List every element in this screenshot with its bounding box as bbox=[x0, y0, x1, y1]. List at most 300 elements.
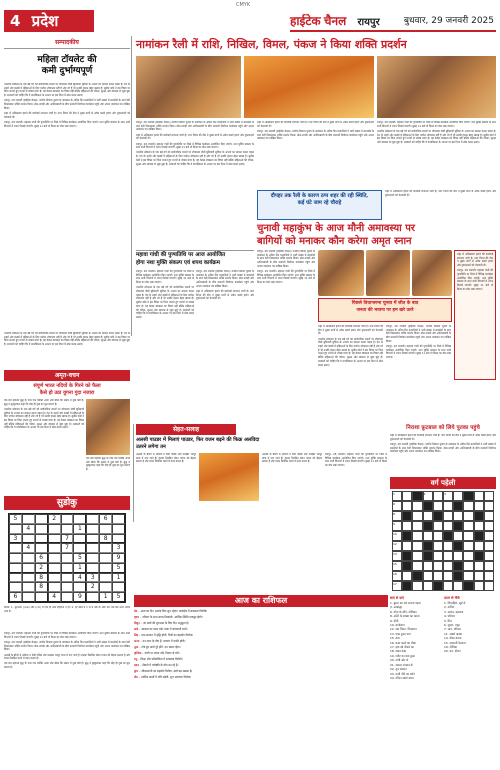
inset-side-text bbox=[385, 190, 496, 220]
editorial-para-2: रायपुर, 28 जनवरी (हाईटेक चैनल)। नगरीय निकाय चुनाव के नामांकन के अंतिम दिन प्रत्याशियों ने भारी संख्या में समर्थकों के साथ रैली निकालकर शक्ति प्रदर्शन किया। ढोल-नगाड़ों और आतिशबाजी के बीच प्रत्याशी निर्वाचन कार्यालय पहुंचे और अपना नामांकन पत्र दाखिल किया। bbox=[4, 99, 130, 110]
crossword-cell[interactable] bbox=[463, 551, 473, 561]
sudoku-cell[interactable] bbox=[86, 543, 99, 553]
sudoku-cell[interactable]: 9 bbox=[73, 592, 86, 602]
separator: – bbox=[138, 645, 142, 649]
portrait-2 bbox=[366, 250, 410, 296]
editorial-title-line1: महिला टॉयलेट की bbox=[37, 55, 97, 65]
amrit-title-line2: कैसे हो उठा युगना गुदा नजारा bbox=[39, 390, 95, 396]
quote-box bbox=[318, 298, 452, 322]
sudoku-cell[interactable] bbox=[22, 582, 35, 592]
crossword-cell[interactable] bbox=[463, 501, 473, 511]
sudoku-cell[interactable] bbox=[99, 553, 112, 563]
secondary-story-col2-para-2: भारतीय लोकतंत्र के एक बड़े वर्ग को सार्वजनिक स्थानों पर शौचालय जैसी बुनियादी सुविधा के अभाव का सामना करना पड़ता है। देश के शहरों और कस्बों में महिलाओं के लिए पर्याप्त शौचालय नहीं हैं और जो हैं भी उनकी हालत बेहद खराब है। सुप्रीम कोर्ट ने इस विषय पर चिंता जताते हुए राज्यों से जवाब मांगा है। यह केवल स्वच्छता का विषय नहीं बल्कि महिलाओं की गरिमा, सुरक्षा और स्वास्थ्य से जुड़ा मुद्दा है। सरकारों को चाहिए कि वे प्राथमिकता के आधार पर इस दिशा में ठोस कदम उठाएं। bbox=[318, 337, 383, 367]
crossword-cell bbox=[453, 541, 463, 551]
crossword-cell[interactable]: 9 bbox=[392, 521, 402, 531]
sudoku-cell[interactable]: 4 bbox=[22, 543, 35, 553]
crossword-cell[interactable] bbox=[474, 541, 484, 551]
separator: – bbox=[138, 669, 142, 673]
editorial-label: सम्पादकीय bbox=[55, 39, 79, 46]
sudoku-cell[interactable]: 1 bbox=[73, 563, 86, 573]
inset-line1: दौपहर तक रैली के कारण ठप्प शहर की रही स्थिति, bbox=[270, 193, 369, 199]
health-title-line1: अलसी पाउडर में मिलाएं पाउडर, फिर वजन बढ़ने की फिक्र अलविदा bbox=[136, 437, 260, 443]
side-note-box bbox=[454, 250, 496, 380]
lower-left-text bbox=[4, 632, 130, 768]
sudoku-cell[interactable] bbox=[86, 524, 99, 534]
sudoku-cell[interactable] bbox=[61, 524, 74, 534]
sudoku-cell[interactable] bbox=[73, 514, 86, 524]
sudoku-title: सुडोकु bbox=[4, 496, 130, 510]
sudoku-cell[interactable]: 8 bbox=[35, 582, 48, 592]
crossword-cell bbox=[433, 581, 443, 591]
health-col2 bbox=[262, 453, 322, 523]
crossword-cell[interactable] bbox=[484, 541, 494, 551]
crossword-cell[interactable] bbox=[474, 581, 484, 591]
across-clue: 16. काम करने का शौक bbox=[390, 640, 416, 645]
separator: – bbox=[138, 627, 142, 631]
crossword-cell[interactable] bbox=[484, 561, 494, 571]
separator: – bbox=[137, 609, 141, 613]
separator: – bbox=[138, 663, 143, 667]
crossword-cell[interactable] bbox=[463, 541, 473, 551]
horoscope-entry bbox=[134, 663, 388, 667]
zodiac-sign: सिंह bbox=[134, 633, 139, 637]
crossword-cell[interactable] bbox=[453, 581, 463, 591]
sudoku-rule: नियम: 1. शुरुआत (row) और (col) में एक ही अंक दोहराना न हो। 2. हर खाने में 1 से 9 तक के अंक भरें। इस बार उत्तर अगले अंक में। bbox=[4, 606, 130, 613]
sudoku-cell[interactable] bbox=[99, 524, 112, 534]
zodiac-sign: कुंभ bbox=[134, 669, 139, 673]
crossword-cell[interactable] bbox=[433, 571, 443, 581]
crossword-cell[interactable] bbox=[463, 521, 473, 531]
quote-line1: पिछले विधानसभा चुनाव में जीत के बाद bbox=[351, 301, 419, 306]
sudoku-cell[interactable] bbox=[9, 553, 22, 563]
sudoku-cell[interactable]: 1 bbox=[112, 573, 125, 583]
sudoku-cell[interactable] bbox=[22, 514, 35, 524]
zodiac-text: शिक्षा और प्रतियोगिता में सफलता मिलेगी। bbox=[140, 657, 183, 661]
sudoku-cell[interactable] bbox=[61, 514, 74, 524]
crossword-grid[interactable] bbox=[392, 491, 494, 591]
crossword-cell[interactable]: 12 bbox=[392, 541, 402, 551]
crossword-cell[interactable] bbox=[402, 571, 412, 581]
sudoku-cell[interactable] bbox=[9, 573, 22, 583]
secondary-headline bbox=[257, 222, 497, 248]
crossword-cell[interactable] bbox=[453, 551, 463, 561]
crossword-clues bbox=[390, 596, 496, 768]
crossword-cell[interactable] bbox=[443, 551, 453, 561]
crossword-cell bbox=[453, 521, 463, 531]
crossword-cell[interactable] bbox=[443, 581, 453, 591]
down-clue: 14. पीछा करना bbox=[444, 636, 462, 641]
across-clue: 15. ठंडा bbox=[390, 636, 400, 641]
sudoku-cell[interactable] bbox=[61, 553, 74, 563]
crossword-cell[interactable] bbox=[484, 501, 494, 511]
sudoku-cell[interactable]: 8 bbox=[35, 573, 48, 583]
sudoku-cell[interactable] bbox=[22, 534, 35, 544]
sports-text bbox=[390, 434, 496, 474]
sudoku-cell[interactable]: 8 bbox=[99, 534, 112, 544]
crossword-cell[interactable] bbox=[484, 491, 494, 501]
event-story-col1 bbox=[136, 270, 194, 422]
crossword-cell[interactable]: 16 bbox=[392, 571, 402, 581]
health-para-2: अलसी के बीजों में ओमेगा-3 फैटी एसिड और फाइबर भरपूर मात्रा में पाए जाते हैं। इनका नियमित सेवन पाचन को बेहतर बनाता है और वजन नियंत्रित करने में मदद करता है। bbox=[262, 453, 322, 464]
zodiac-text: स्वास्थ्य का ध्यान रखें, यात्रा में सावधानी बरतें। bbox=[141, 627, 188, 631]
sudoku-cell[interactable] bbox=[22, 553, 35, 563]
separator: – bbox=[137, 675, 142, 679]
crossword-cell[interactable] bbox=[423, 571, 433, 581]
crossword-cell[interactable] bbox=[474, 491, 484, 501]
amrit-para-2: भारतीय लोकतंत्र के एक बड़े वर्ग को सार्वजनिक स्थानों पर शौचालय जैसी बुनियादी सुविधा के अभाव का सामना करना पड़ता है। देश के शहरों और कस्बों में महिलाओं के लिए पर्याप्त शौचालय नहीं हैं और जो हैं भी उनकी हालत बेहद खराब है। सुप्रीम कोर्ट ने इस विषय पर चिंता जताते हुए राज्यों से जवाब मांगा है। यह केवल स्वच्छता का विषय नहीं बल्कि महिलाओं की गरिमा, सुरक्षा और स्वास्थ्य से जुड़ा मुद्दा है। सरकारों को चाहिए कि वे प्राथमिकता के आधार पर इस दिशा में ठोस कदम उठाएं। bbox=[4, 407, 84, 430]
rally-photo-2 bbox=[244, 56, 374, 118]
sudoku-cell[interactable] bbox=[48, 553, 61, 563]
crossword-cell bbox=[463, 491, 473, 501]
crossword-cell[interactable]: 13 bbox=[392, 551, 402, 561]
crossword-cell[interactable]: 6 bbox=[392, 501, 402, 511]
horoscope-entry bbox=[134, 615, 388, 619]
sudoku-cell[interactable] bbox=[9, 543, 22, 553]
lower-left-para-3: अलसी के बीजों में ओमेगा-3 फैटी एसिड और फाइबर भरपूर मात्रा में पाए जाते हैं। इनका नियमित सेवन पाचन को बेहतर बनाता है और वजन नियंत्रित करने में मदद करता है। bbox=[4, 653, 130, 661]
editorial-para: भारतीय लोकतंत्र के एक बड़े वर्ग को सार्वजनिक स्थानों पर शौचालय जैसी बुनियादी सुविधा के अभाव का सामना करना पड़ता है। देश के शहरों और कस्बों में महिलाओं के लिए पर्याप्त शौचालय नहीं हैं और जो हैं भी उनकी हालत बेहद खराब है। सुप्रीम कोर्ट ने इस विषय पर चिंता जताते हुए राज्यों से जवाब मांगा है। यह केवल स्वच्छता का विषय नहीं बल्कि महिलाओं की गरिमा, सुरक्षा और स्वास्थ्य से जुड़ा मुद्दा है। सरकारों को चाहिए कि वे प्राथमिकता के आधार पर इस दिशा में ठोस कदम उठाएं। bbox=[4, 83, 130, 98]
horoscope-title: आज का राशिफल bbox=[134, 595, 388, 607]
crossword-cell[interactable] bbox=[412, 531, 422, 541]
main-story-col3-para-2: भारतीय लोकतंत्र के एक बड़े वर्ग को सार्वजनिक स्थानों पर शौचालय जैसी बुनियादी सुविधा के अभाव का सामना करना पड़ता है। देश के शहरों और कस्बों में महिलाओं के लिए पर्याप्त शौचालय नहीं हैं और जो हैं भी उनकी हालत बेहद खराब है। सुप्रीम कोर्ट ने इस विषय पर चिंता जताते हुए राज्यों से जवाब मांगा है। यह केवल स्वच्छता का विषय नहीं बल्कि महिलाओं की गरिमा, सुरक्षा और स्वास्थ्य से जुड़ा मुद्दा है। सरकारों को चाहिए कि वे प्राथमिकता के आधार पर इस दिशा में ठोस कदम उठाएं। bbox=[377, 129, 496, 145]
across-clue: 21. समस्त संगठन के bbox=[390, 662, 413, 667]
event-story-col2 bbox=[196, 270, 254, 422]
side-note-para: शहर में अतिक्रमण हटाने की कार्रवाई लगातार जारी है। नगर निगम की टीम ने मुख्य मार्गों से अवैध कब्जे हटाए और दुकानदारों को चेतावनी दी। bbox=[457, 253, 493, 268]
across-clue: 23. पानी पीने का बर्तन bbox=[390, 671, 415, 676]
sudoku-cell[interactable]: 4 bbox=[73, 573, 86, 583]
sudoku-cell[interactable] bbox=[99, 582, 112, 592]
sudoku-cell[interactable] bbox=[73, 582, 86, 592]
zodiac-sign: मेष bbox=[134, 609, 138, 613]
crossword-cell[interactable]: 1 bbox=[392, 491, 402, 501]
crossword-cell[interactable] bbox=[474, 571, 484, 581]
down-clue: 2. नामित bbox=[444, 605, 455, 610]
health-title bbox=[136, 437, 386, 451]
crossword-cell[interactable] bbox=[433, 551, 443, 561]
issue-date: बुधवार, 29 जनवरी 2025 bbox=[403, 16, 494, 26]
crossword-cell[interactable] bbox=[443, 571, 453, 581]
secondary-story-col1 bbox=[257, 250, 315, 422]
down-clues bbox=[444, 596, 496, 680]
crossword-cell[interactable] bbox=[402, 541, 412, 551]
crossword-cell[interactable] bbox=[484, 511, 494, 521]
sudoku-cell[interactable]: 5 bbox=[73, 553, 86, 563]
sudoku-cell[interactable] bbox=[48, 543, 61, 553]
crossword-cell[interactable] bbox=[423, 561, 433, 571]
crossword-cell bbox=[423, 551, 433, 561]
sudoku-cell[interactable] bbox=[61, 563, 74, 573]
crossword-cell[interactable] bbox=[433, 541, 443, 551]
crossword-cell[interactable] bbox=[443, 521, 453, 531]
sudoku-cell[interactable]: 2 bbox=[86, 582, 99, 592]
down-clue: 4. परिवार bbox=[444, 614, 455, 619]
lower-left-para-2: रायपुर, 28 जनवरी (हाईटेक चैनल)। नगरीय निकाय चुनाव के नामांकन के अंतिम दिन प्रत्याशियों ने भारी संख्या में समर्थकों के साथ रैली निकालकर शक्ति प्रदर्शन किया। ढोल-नगाड़ों और आतिशबाजी के बीच प्रत्याशी निर्वाचन कार्यालय पहुंचे और अपना नामांकन पत्र दाखिल किया। bbox=[4, 640, 130, 652]
crossword-cell[interactable] bbox=[433, 491, 443, 501]
down-clue: 11. सबसे अच्छा bbox=[444, 631, 463, 636]
sudoku-cell[interactable] bbox=[73, 534, 86, 544]
across-label: बाएं से दाएं bbox=[390, 596, 404, 600]
crossword-cell[interactable] bbox=[484, 551, 494, 561]
across-clue: 13. पका हुआ फल bbox=[390, 631, 411, 636]
amrit-vachan-body bbox=[4, 399, 84, 494]
crossword-cell[interactable]: 2 bbox=[423, 491, 433, 501]
crossword-cell[interactable] bbox=[443, 501, 453, 511]
zodiac-sign: कर्क bbox=[134, 627, 139, 631]
lower-left-para-4: एक बार महात्मा बुद्ध के पास एक व्यक्ति आया और बोला कि संसार में दुख क्यों है। बुद्ध ने मुस्कुराकर कहा कि मोह ही दुख का मूल कारण है। bbox=[4, 662, 130, 670]
horoscope-entry bbox=[134, 657, 388, 661]
crossword-cell[interactable] bbox=[463, 561, 473, 571]
sudoku-cell[interactable]: 3 bbox=[112, 543, 125, 553]
zodiac-sign: मीन bbox=[134, 675, 138, 679]
health-title-line2: उतरने लगेगा तन bbox=[136, 444, 166, 450]
sudoku-cell[interactable] bbox=[35, 534, 48, 544]
sudoku-cell[interactable] bbox=[61, 573, 74, 583]
sudoku-cell[interactable] bbox=[48, 573, 61, 583]
down-clue: 19. तौलिया bbox=[444, 645, 458, 650]
across-clue: 18. शयन कक्ष bbox=[390, 649, 406, 654]
sudoku-cell[interactable]: 7 bbox=[61, 543, 74, 553]
secondary-headline-line1: चुनावी महाकुंभ के आज मौनी अमावस्या पर bbox=[257, 223, 415, 234]
secondary-story-para-2: रायपुर, 28 जनवरी। महात्मा गांधी की पुण्यतिथि पर जिले में विभिन्न कार्यक्रम आयोजित किए जाएंगे। नशा मुक्ति संकल्प के साथ सभी विभागों में शपथ दिलाई जाएगी। सुबह 11 बजे दो मिनट का मौन रखा जाएगा। bbox=[257, 270, 315, 285]
event-headline-line1: महावा गांधी की पुण्यतिथि पर आज आयोजित bbox=[136, 252, 226, 258]
crossword-cell[interactable] bbox=[412, 501, 422, 511]
crossword-cell[interactable] bbox=[423, 531, 433, 541]
zodiac-text: आज का दिन आपके लिए शुभ रहेगा। कार्यक्षेत्र में सफलता मिलेगी। bbox=[140, 609, 208, 613]
sudoku-cell[interactable] bbox=[9, 563, 22, 573]
sports-headline: निराशा फ़ुटबाल को लिये पुतका पहुंचे bbox=[406, 425, 480, 431]
horoscope-entry bbox=[134, 645, 388, 649]
sudoku-cell[interactable]: 3 bbox=[9, 534, 22, 544]
event-headline-line2: होगा नशा मुक्ति संकल्प एवं शपथ कार्यक्रम bbox=[136, 259, 220, 266]
sudoku-cell[interactable]: 1 bbox=[73, 524, 86, 534]
sudoku-cell[interactable] bbox=[48, 582, 61, 592]
crossword-cell bbox=[433, 511, 443, 521]
crossword-cell[interactable] bbox=[412, 581, 422, 591]
cmyk-mark: CMYK bbox=[236, 2, 251, 8]
horoscope-entry bbox=[134, 633, 388, 637]
separator: – bbox=[139, 639, 143, 643]
zodiac-text: परिवार के साथ समय बिताएंगे। आर्थिक स्थिति मजबूत होगी। bbox=[142, 615, 203, 619]
across-clue: 24. मदिरा रखने वाला bbox=[390, 675, 414, 680]
crossword-cell[interactable] bbox=[453, 491, 463, 501]
sudoku-cell[interactable] bbox=[112, 534, 125, 544]
sudoku-cell[interactable] bbox=[61, 582, 74, 592]
health-col3 bbox=[325, 453, 387, 523]
crossword-cell bbox=[402, 511, 412, 521]
crossword-cell bbox=[412, 571, 422, 581]
sudoku-cell[interactable]: 6 bbox=[9, 592, 22, 602]
crossword-cell[interactable] bbox=[423, 511, 433, 521]
separator: – bbox=[137, 657, 141, 661]
sudoku-cell[interactable] bbox=[48, 534, 61, 544]
down-clue: 3. आनंद, प्रसन्नता bbox=[444, 609, 464, 614]
sudoku-cell[interactable] bbox=[73, 543, 86, 553]
sudoku-cell[interactable] bbox=[99, 563, 112, 573]
crossword-cell[interactable] bbox=[402, 521, 412, 531]
crossword-cell[interactable] bbox=[433, 561, 443, 571]
crossword-cell[interactable] bbox=[463, 511, 473, 521]
crossword-cell bbox=[412, 491, 422, 501]
horoscope-entry bbox=[134, 651, 388, 655]
crossword-cell[interactable] bbox=[453, 511, 463, 521]
crossword-cell[interactable] bbox=[412, 511, 422, 521]
sudoku-cell[interactable] bbox=[35, 592, 48, 602]
sudoku-cell[interactable] bbox=[35, 543, 48, 553]
crossword-cell[interactable] bbox=[402, 491, 412, 501]
zodiac-text: नए कार्य की शुरुआत के लिए दिन अनुकूल है। bbox=[142, 621, 189, 625]
main-story-col1 bbox=[136, 121, 254, 249]
sudoku-cell[interactable]: 4 bbox=[22, 524, 35, 534]
separator: – bbox=[139, 615, 143, 619]
sudoku-cell[interactable] bbox=[112, 514, 125, 524]
brand-logo-sub: चैनल bbox=[323, 14, 347, 28]
crossword-cell[interactable] bbox=[412, 521, 422, 531]
crossword-cell bbox=[402, 551, 412, 561]
main-headline: नामांकन रैली में राशि, निखिल, विमल, पंकज ने किया शक्ति प्रदर्शन bbox=[136, 38, 407, 51]
sudoku-cell[interactable] bbox=[48, 563, 61, 573]
crossword-cell[interactable] bbox=[474, 561, 484, 571]
sports-para: शहर में अतिक्रमण हटाने की कार्रवाई लगातार जारी है। नगर निगम की टीम ने मुख्य मार्गों से अवैध कब्जे हटाए और दुकानदारों को चेतावनी दी। bbox=[390, 434, 496, 441]
sudoku-cell[interactable]: 9 bbox=[112, 553, 125, 563]
sudoku-grid[interactable] bbox=[8, 513, 126, 603]
crossword-cell[interactable] bbox=[412, 561, 422, 571]
zodiac-text: धार्मिक कार्यों में रुचि बढ़ेगी, शुभ समाचार मिलेगा। bbox=[141, 675, 192, 679]
sudoku-cell[interactable] bbox=[35, 524, 48, 534]
crossword-cell bbox=[474, 531, 484, 541]
health-col3-para: रायपुर, 28 जनवरी। महात्मा गांधी की पुण्यतिथि पर जिले में विभिन्न कार्यक्रम आयोजित किए जाएंगे। नशा मुक्ति संकल्प के साथ सभी विभागों में शपथ दिलाई जाएगी। सुबह 11 बजे दो मिनट का मौन रखा जाएगा। bbox=[325, 453, 387, 468]
sudoku-cell[interactable] bbox=[61, 592, 74, 602]
zodiac-text: धन लाभ के योग हैं, व्यापार में प्रगति होगी। bbox=[142, 639, 186, 643]
crossword-cell[interactable] bbox=[412, 541, 422, 551]
event-headline bbox=[136, 252, 254, 267]
horoscope-entry bbox=[134, 675, 388, 679]
health-label: सेहत-सलाह bbox=[136, 424, 236, 435]
crossword-cell[interactable] bbox=[402, 501, 412, 511]
secondary-story-col3-para-2: रायपुर, 28 जनवरी। महात्मा गांधी की पुण्यतिथि पर जिले में विभिन्न कार्यक्रम आयोजित किए जाएंगे। नशा मुक्ति संकल्प के साथ सभी विभागों में शपथ दिलाई जाएगी। सुबह 11 बजे दो मिनट का मौन रखा जाएगा। bbox=[386, 345, 451, 360]
sudoku-cell[interactable]: 5 bbox=[112, 563, 125, 573]
main-story-para-3: रायपुर, 28 जनवरी। महात्मा गांधी की पुण्यतिथि पर जिले में विभिन्न कार्यक्रम आयोजित किए जाएंगे। नशा मुक्ति संकल्प के साथ सभी विभागों में शपथ दिलाई जाएगी। सुबह 11 बजे दो मिनट का मौन रखा जाएगा। bbox=[136, 142, 254, 150]
inset-box bbox=[257, 190, 382, 220]
horoscope-entry bbox=[134, 669, 388, 673]
sudoku-cell[interactable]: 7 bbox=[61, 534, 74, 544]
across-clue: 3. आयोद्धा bbox=[390, 605, 403, 610]
crossword-cell[interactable]: 15 bbox=[392, 561, 402, 571]
across-clue: 10. वार्तालाप bbox=[390, 623, 405, 628]
crossword-cell bbox=[423, 541, 433, 551]
section-tab bbox=[4, 10, 94, 32]
lower-left-para: रायपुर, 28 जनवरी। महात्मा गांधी की पुण्यतिथि पर जिले में विभिन्न कार्यक्रम आयोजित किए जाएंगे। नशा मुक्ति संकल्प के साथ सभी विभागों में शपथ दिलाई जाएगी। सुबह 11 बजे दो मिनट का मौन रखा जाएगा। bbox=[4, 632, 130, 639]
crossword-cell[interactable] bbox=[463, 531, 473, 541]
crossword-cell[interactable]: 10 bbox=[392, 531, 402, 541]
zodiac-sign: मिथुन bbox=[134, 621, 140, 625]
sudoku-cell[interactable] bbox=[9, 582, 22, 592]
amrit-para: एक बार महात्मा बुद्ध के पास एक व्यक्ति आया और बोला कि संसार में दुख क्यों है। बुद्ध ने मुस्कुराकर कहा कि मोह ही दुख का मूल कारण है। bbox=[4, 399, 84, 406]
sudoku-cell[interactable]: 1 bbox=[99, 592, 112, 602]
across-clue: 19. शरीर का बना हुआ bbox=[390, 653, 415, 658]
sudoku-cell[interactable]: 2 bbox=[35, 563, 48, 573]
crossword-cell[interactable] bbox=[463, 571, 473, 581]
crossword-cell[interactable] bbox=[433, 531, 443, 541]
sudoku-cell[interactable]: 6 bbox=[99, 514, 112, 524]
horoscope-list bbox=[134, 609, 388, 769]
sudoku-cell[interactable] bbox=[86, 514, 99, 524]
sudoku-cell[interactable] bbox=[48, 524, 61, 534]
crossword-cell[interactable] bbox=[443, 511, 453, 521]
crossword-cell[interactable]: 17 bbox=[392, 581, 402, 591]
crossword-cell[interactable] bbox=[474, 521, 484, 531]
sudoku-cell[interactable]: 5 bbox=[112, 592, 125, 602]
crossword-cell[interactable] bbox=[433, 501, 443, 511]
sudoku-cell[interactable] bbox=[35, 514, 48, 524]
crossword-cell[interactable]: 3 bbox=[443, 491, 453, 501]
crossword-cell bbox=[402, 531, 412, 541]
sudoku-cell[interactable]: 2 bbox=[48, 514, 61, 524]
crossword-cell bbox=[463, 581, 473, 591]
crossword-cell bbox=[423, 501, 433, 511]
crossword-cell[interactable] bbox=[484, 521, 494, 531]
across-clue: 22. मूत्र संघनन bbox=[390, 667, 407, 672]
sudoku-cell[interactable]: 6 bbox=[35, 553, 48, 563]
main-story-col2 bbox=[257, 121, 374, 189]
crossword-cell bbox=[453, 571, 463, 581]
crossword-cell[interactable] bbox=[474, 501, 484, 511]
separator: – bbox=[139, 621, 143, 625]
down-clue: 5. मित्र bbox=[444, 618, 452, 623]
down-label: ऊपर से नीचे bbox=[444, 596, 460, 600]
crossword-cell[interactable] bbox=[423, 581, 433, 591]
sudoku-cell[interactable] bbox=[86, 534, 99, 544]
secondary-story-col3-para: रायपुर, 28 जनवरी (हाईटेक चैनल)। नगरीय निकाय चुनाव के नामांकन के अंतिम दिन प्रत्याशियों ने भारी संख्या में समर्थकों के साथ रैली निकालकर शक्ति प्रदर्शन किया। ढोल-नगाड़ों और आतिशबाजी के बीच प्रत्याशी निर्वाचन कार्यालय पहुंचे और अपना नामांकन पत्र दाखिल किया। bbox=[386, 325, 451, 343]
crossword-cell bbox=[453, 501, 463, 511]
sudoku-cell[interactable] bbox=[9, 524, 22, 534]
editorial-para-4: रायपुर, 28 जनवरी। महात्मा गांधी की पुण्यतिथि पर जिले में विभिन्न कार्यक्रम आयोजित किए जाएंगे। नशा मुक्ति संकल्प के साथ सभी विभागों में शपथ दिलाई जाएगी। सुबह 11 बजे दो मिनट का मौन रखा जाएगा। bbox=[4, 120, 130, 128]
crossword-cell[interactable] bbox=[484, 571, 494, 581]
sudoku-cell[interactable] bbox=[112, 582, 125, 592]
main-story-para: रायपुर, 28 जनवरी (हाईटेक चैनल)। नगरीय निकाय चुनाव के नामांकन के अंतिम दिन प्रत्याशियों ने भारी संख्या में समर्थकों के साथ रैली निकालकर शक्ति प्रदर्शन किया। ढोल-नगाड़ों और आतिशबाजी के बीच प्रत्याशी निर्वाचन कार्यालय पहुंचे और अपना नामांकन पत्र दाखिल किया। bbox=[136, 121, 254, 132]
sudoku-cell[interactable]: 3 bbox=[86, 573, 99, 583]
sudoku-cell[interactable] bbox=[112, 524, 125, 534]
sudoku-cell[interactable] bbox=[86, 592, 99, 602]
masthead bbox=[0, 0, 500, 40]
side-note-text bbox=[455, 251, 495, 377]
sudoku-cell[interactable] bbox=[22, 592, 35, 602]
sudoku-cell[interactable]: 4 bbox=[48, 592, 61, 602]
crossword-cell[interactable] bbox=[443, 561, 453, 571]
crossword-cell bbox=[423, 521, 433, 531]
editorial-continued bbox=[4, 332, 130, 368]
crossword-cell bbox=[474, 551, 484, 561]
sudoku-cell[interactable]: 5 bbox=[9, 514, 22, 524]
sudoku-cell[interactable] bbox=[22, 563, 35, 573]
sudoku-cell[interactable] bbox=[86, 553, 99, 563]
crossword-cell[interactable] bbox=[484, 531, 494, 541]
crossword-cell[interactable] bbox=[484, 581, 494, 591]
crossword-cell[interactable] bbox=[453, 531, 463, 541]
crossword-cell[interactable] bbox=[433, 521, 443, 531]
down-clue: 15. सनसनी फैलाना bbox=[444, 640, 466, 645]
sudoku-cell[interactable] bbox=[86, 563, 99, 573]
crossword-cell[interactable] bbox=[443, 541, 453, 551]
sudoku-cell[interactable] bbox=[99, 543, 112, 553]
portrait-3 bbox=[412, 250, 452, 296]
sudoku-cell[interactable] bbox=[99, 573, 112, 583]
crossword-cell[interactable]: 8 bbox=[392, 511, 402, 521]
zodiac-text: वाणी पर संयम रखें, विवाद से बचें। bbox=[144, 651, 180, 655]
rally-photo-3 bbox=[377, 56, 496, 118]
amrit-vachan-label: अमृत-वचन bbox=[4, 370, 130, 381]
sudoku-cell[interactable] bbox=[22, 573, 35, 583]
crossword-cell[interactable] bbox=[412, 551, 422, 561]
page-number: 4 bbox=[10, 12, 21, 30]
